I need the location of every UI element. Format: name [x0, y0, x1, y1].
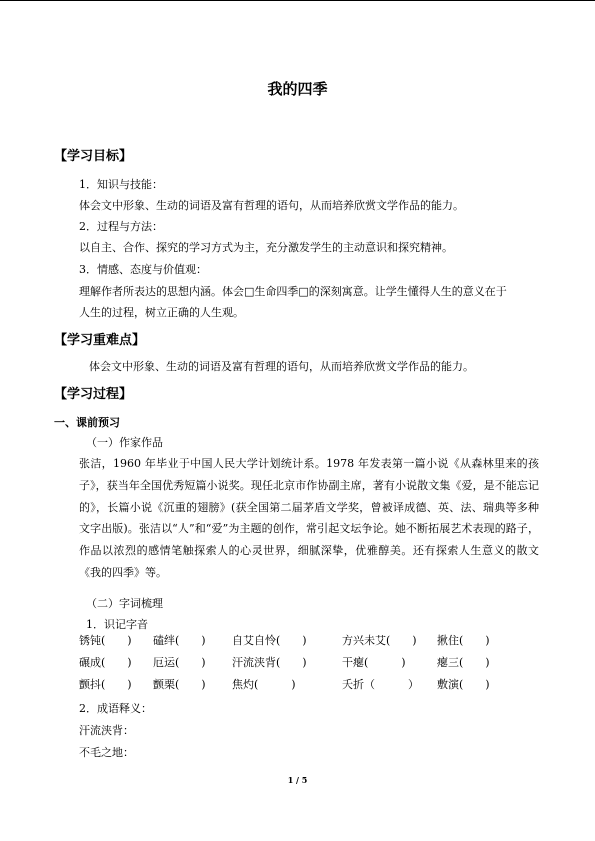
pinyin-item: 磕绊( )	[153, 634, 206, 647]
idiom-heading: 2．成语释义：	[79, 702, 152, 715]
top-rule	[0, 0, 595, 1]
pinyin-item: 干瘪( )	[342, 656, 406, 669]
pinyin-item: 锈钝( )	[79, 634, 132, 647]
author-paragraph: 张洁，1960 年毕业于中国人民大学计划统计系。1978 年发表第一篇小说《从森林里来的孩子》，获当年全国优秀短篇小说奖。现任北京市作协副主席，著有小说散文集《爱，是不能忘记的》，长篇小说《沉重的翅膀》(获全国第二届茅盾文学奖，曾被译成德、英、法、瑞典等多种文字出版)。张洁以“人”和“爱”为主题的创作，常引起文坛争论。她不断拓展艺术表现的路子，作品以浓烈的感情笔触探索人的心灵世界，细腻深挚，优雅醇美。还有探索人生意义的散文《我的四季》等。	[79, 457, 539, 579]
goal-1-text: 体会文中形象、生动的词语及富有哲理的语句，从而培养欣赏文学作品的能力。	[79, 199, 464, 212]
pinyin-item: 方兴未艾( )	[342, 634, 417, 647]
pinyin-item: 敷演( )	[437, 678, 490, 691]
pinyin-item: 瘪三( )	[437, 656, 490, 669]
goal-3-text-line2: 人生的过程，树立正确的人生观。	[79, 306, 244, 319]
pinyin-item: 自艾自怜( )	[232, 634, 307, 647]
section-heading-goals: 【学习目标】	[54, 149, 133, 164]
section-heading-process: 【学习过程】	[54, 387, 133, 402]
goal-1-label: 1．知识与技能：	[79, 178, 163, 191]
document-title: 我的四季	[267, 80, 328, 98]
focus-text: 体会文中形象、生动的词语及富有哲理的语句，从而培养欣赏文学作品的能力。	[89, 360, 474, 373]
pinyin-item: 碾成( )	[79, 656, 132, 669]
pinyin-item: 揪住( )	[437, 634, 490, 647]
pinyin-item: 颤抖( )	[79, 678, 132, 691]
words-heading: （二）字词梳理	[86, 597, 163, 610]
pinyin-item: 颤栗( )	[153, 678, 206, 691]
preview-heading: 一、课前预习	[54, 416, 120, 429]
author-heading: （一）作家作品	[86, 436, 163, 449]
section-heading-focus: 【学习重难点】	[54, 333, 146, 348]
pinyin-item: 汗流浃背( )	[232, 656, 307, 669]
goal-3-label: 3．情感、态度与价值观：	[79, 263, 207, 276]
page-number: 1 / 5	[287, 775, 308, 785]
goal-2-text: 以自主、合作、探究的学习方式为主，充分激发学生的主动意识和探究精神。	[79, 241, 453, 254]
pinyin-item: 焦灼( )	[232, 678, 296, 691]
pinyin-item: 厄运( )	[153, 656, 206, 669]
goal-3-text-line1: 理解作者所表达的思想内涵。体会□生命四季□的深刻寓意。让学生懂得人生的意义在于	[79, 285, 507, 298]
idiom-1: 汗流浃背：	[79, 724, 134, 737]
goal-2-label: 2．过程与方法：	[79, 220, 163, 233]
pinyin-item: 夭折（ ）	[342, 678, 419, 691]
pinyin-heading: 1．识记字音	[86, 618, 148, 631]
idiom-2: 不毛之地：	[79, 746, 134, 759]
